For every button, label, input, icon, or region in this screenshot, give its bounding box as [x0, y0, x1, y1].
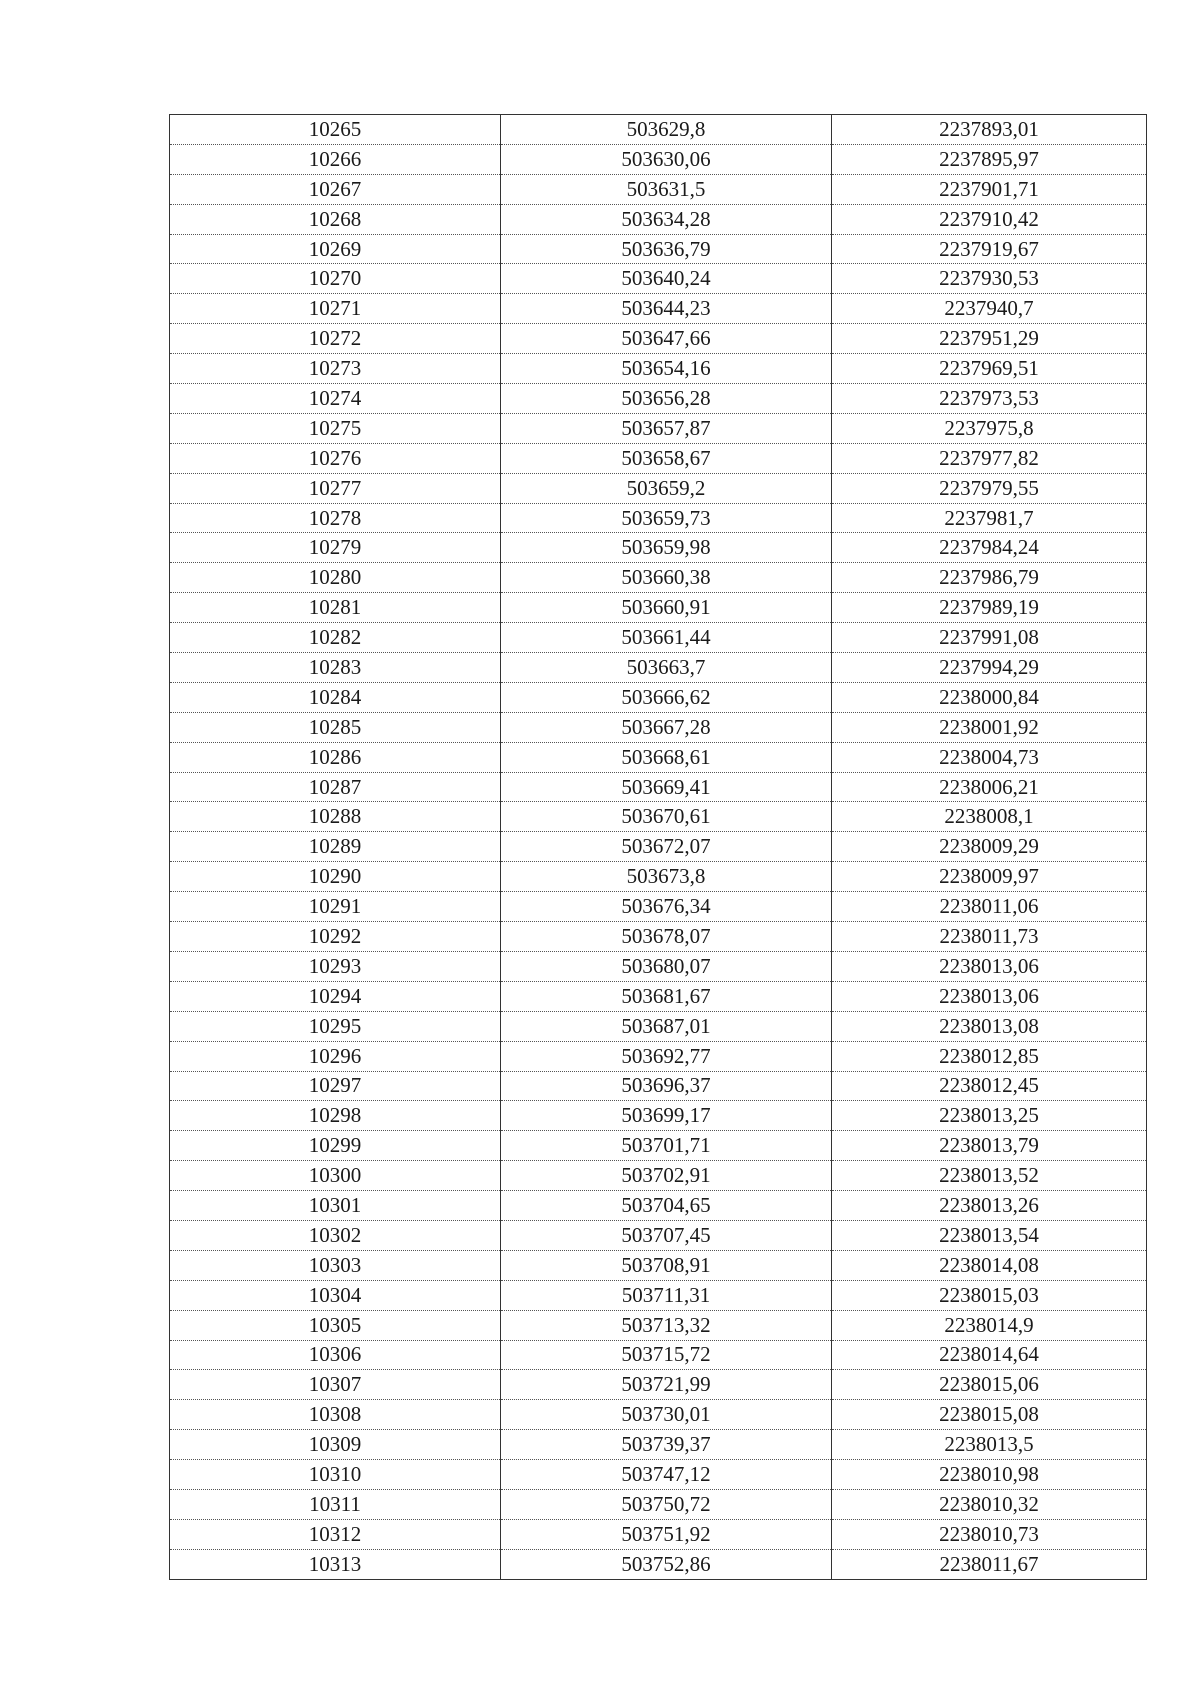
table-row	[170, 473, 1147, 503]
point-number-cell: 10308	[170, 1400, 501, 1430]
x-coordinate-cell: 503640,24	[501, 264, 832, 294]
y-coordinate-cell: 2238012,85	[832, 1041, 1147, 1071]
y-coordinate-cell: 2238011,67	[832, 1549, 1147, 1579]
x-coordinate-cell: 503656,28	[501, 384, 832, 414]
y-coordinate-cell: 2238013,08	[832, 1011, 1147, 1041]
table-row	[170, 1011, 1147, 1041]
table-row	[170, 1400, 1147, 1430]
x-coordinate-cell: 503644,23	[501, 294, 832, 324]
x-coordinate-cell: 503654,16	[501, 354, 832, 384]
x-coordinate-cell: 503666,62	[501, 682, 832, 712]
x-coordinate-cell: 503681,67	[501, 981, 832, 1011]
table-row	[170, 294, 1147, 324]
table-row	[170, 1220, 1147, 1250]
y-coordinate-cell: 2237940,7	[832, 294, 1147, 324]
y-coordinate-cell: 2238004,73	[832, 742, 1147, 772]
x-coordinate-cell: 503667,28	[501, 712, 832, 742]
table-row	[170, 1489, 1147, 1519]
point-number-cell: 10274	[170, 384, 501, 414]
y-coordinate-cell: 2238014,9	[832, 1310, 1147, 1340]
point-number-cell: 10293	[170, 951, 501, 981]
table-row	[170, 981, 1147, 1011]
point-number-cell: 10267	[170, 174, 501, 204]
table-row	[170, 503, 1147, 533]
y-coordinate-cell: 2237991,08	[832, 623, 1147, 653]
y-coordinate-cell: 2237984,24	[832, 533, 1147, 563]
table-row	[170, 1101, 1147, 1131]
y-coordinate-cell: 2238013,25	[832, 1101, 1147, 1131]
point-number-cell: 10290	[170, 862, 501, 892]
y-coordinate-cell: 2238015,03	[832, 1280, 1147, 1310]
point-number-cell: 10271	[170, 294, 501, 324]
point-number-cell: 10296	[170, 1041, 501, 1071]
table-row	[170, 1430, 1147, 1460]
table-row	[170, 1250, 1147, 1280]
coordinates-table	[169, 114, 1147, 1580]
x-coordinate-cell: 503680,07	[501, 951, 832, 981]
y-coordinate-cell: 2238009,29	[832, 832, 1147, 862]
point-number-cell: 10280	[170, 563, 501, 593]
point-number-cell: 10279	[170, 533, 501, 563]
x-coordinate-cell: 503658,67	[501, 443, 832, 473]
point-number-cell: 10270	[170, 264, 501, 294]
x-coordinate-cell: 503687,01	[501, 1011, 832, 1041]
point-number-cell: 10311	[170, 1489, 501, 1519]
table-row	[170, 1041, 1147, 1071]
x-coordinate-cell: 503636,79	[501, 234, 832, 264]
point-number-cell: 10298	[170, 1101, 501, 1131]
point-number-cell: 10285	[170, 712, 501, 742]
x-coordinate-cell: 503659,73	[501, 503, 832, 533]
x-coordinate-cell: 503657,87	[501, 413, 832, 443]
y-coordinate-cell: 2238012,45	[832, 1071, 1147, 1101]
table-row	[170, 593, 1147, 623]
table-row	[170, 1131, 1147, 1161]
table-row	[170, 892, 1147, 922]
point-number-cell: 10294	[170, 981, 501, 1011]
table-row	[170, 623, 1147, 653]
point-number-cell: 10295	[170, 1011, 501, 1041]
x-coordinate-cell: 503660,91	[501, 593, 832, 623]
x-coordinate-cell: 503751,92	[501, 1519, 832, 1549]
point-number-cell: 10278	[170, 503, 501, 533]
x-coordinate-cell: 503663,7	[501, 653, 832, 683]
table-row	[170, 832, 1147, 862]
x-coordinate-cell: 503659,2	[501, 473, 832, 503]
x-coordinate-cell: 503660,38	[501, 563, 832, 593]
y-coordinate-cell: 2238010,98	[832, 1460, 1147, 1490]
y-coordinate-cell: 2238001,92	[832, 712, 1147, 742]
point-number-cell: 10306	[170, 1340, 501, 1370]
x-coordinate-cell: 503647,66	[501, 324, 832, 354]
x-coordinate-cell: 503739,37	[501, 1430, 832, 1460]
point-number-cell: 10273	[170, 354, 501, 384]
x-coordinate-cell: 503659,98	[501, 533, 832, 563]
x-coordinate-cell: 503708,91	[501, 1250, 832, 1280]
x-coordinate-cell: 503673,8	[501, 862, 832, 892]
table-row	[170, 144, 1147, 174]
x-coordinate-cell: 503711,31	[501, 1280, 832, 1310]
x-coordinate-cell: 503669,41	[501, 772, 832, 802]
point-number-cell: 10283	[170, 653, 501, 683]
table-row	[170, 862, 1147, 892]
x-coordinate-cell: 503730,01	[501, 1400, 832, 1430]
x-coordinate-cell: 503668,61	[501, 742, 832, 772]
y-coordinate-cell: 2238008,1	[832, 802, 1147, 832]
point-number-cell: 10300	[170, 1161, 501, 1191]
table-row	[170, 204, 1147, 234]
y-coordinate-cell: 2238013,06	[832, 951, 1147, 981]
coordinates-table-body	[170, 115, 1147, 1580]
table-row	[170, 264, 1147, 294]
x-coordinate-cell: 503702,91	[501, 1161, 832, 1191]
table-row	[170, 1370, 1147, 1400]
y-coordinate-cell: 2237989,19	[832, 593, 1147, 623]
x-coordinate-cell: 503752,86	[501, 1549, 832, 1579]
y-coordinate-cell: 2238013,5	[832, 1430, 1147, 1460]
x-coordinate-cell: 503672,07	[501, 832, 832, 862]
x-coordinate-cell: 503661,44	[501, 623, 832, 653]
point-number-cell: 10281	[170, 593, 501, 623]
point-number-cell: 10286	[170, 742, 501, 772]
x-coordinate-cell: 503747,12	[501, 1460, 832, 1490]
x-coordinate-cell: 503704,65	[501, 1191, 832, 1221]
point-number-cell: 10265	[170, 115, 501, 145]
y-coordinate-cell: 2238013,26	[832, 1191, 1147, 1221]
point-number-cell: 10289	[170, 832, 501, 862]
point-number-cell: 10288	[170, 802, 501, 832]
table-row	[170, 413, 1147, 443]
table-row	[170, 1191, 1147, 1221]
table-row	[170, 174, 1147, 204]
y-coordinate-cell: 2238013,54	[832, 1220, 1147, 1250]
x-coordinate-cell: 503696,37	[501, 1071, 832, 1101]
y-coordinate-cell: 2238010,73	[832, 1519, 1147, 1549]
y-coordinate-cell: 2237910,42	[832, 204, 1147, 234]
y-coordinate-cell: 2237975,8	[832, 413, 1147, 443]
x-coordinate-cell: 503630,06	[501, 144, 832, 174]
point-number-cell: 10284	[170, 682, 501, 712]
y-coordinate-cell: 2238006,21	[832, 772, 1147, 802]
point-number-cell: 10277	[170, 473, 501, 503]
table-row	[170, 1340, 1147, 1370]
point-number-cell: 10292	[170, 922, 501, 952]
point-number-cell: 10313	[170, 1549, 501, 1579]
y-coordinate-cell: 2237977,82	[832, 443, 1147, 473]
table-row	[170, 563, 1147, 593]
y-coordinate-cell: 2237979,55	[832, 473, 1147, 503]
x-coordinate-cell: 503750,72	[501, 1489, 832, 1519]
table-row	[170, 115, 1147, 145]
point-number-cell: 10266	[170, 144, 501, 174]
table-row	[170, 1310, 1147, 1340]
y-coordinate-cell: 2237969,51	[832, 354, 1147, 384]
point-number-cell: 10291	[170, 892, 501, 922]
table-row	[170, 742, 1147, 772]
table-row	[170, 682, 1147, 712]
table-row	[170, 384, 1147, 414]
y-coordinate-cell: 2238013,06	[832, 981, 1147, 1011]
x-coordinate-cell: 503676,34	[501, 892, 832, 922]
table-row	[170, 653, 1147, 683]
y-coordinate-cell: 2238013,52	[832, 1161, 1147, 1191]
point-number-cell: 10297	[170, 1071, 501, 1101]
point-number-cell: 10282	[170, 623, 501, 653]
x-coordinate-cell: 503715,72	[501, 1340, 832, 1370]
y-coordinate-cell: 2237973,53	[832, 384, 1147, 414]
point-number-cell: 10307	[170, 1370, 501, 1400]
y-coordinate-cell: 2238013,79	[832, 1131, 1147, 1161]
x-coordinate-cell: 503721,99	[501, 1370, 832, 1400]
point-number-cell: 10269	[170, 234, 501, 264]
y-coordinate-cell: 2237895,97	[832, 144, 1147, 174]
y-coordinate-cell: 2237919,67	[832, 234, 1147, 264]
y-coordinate-cell: 2238015,06	[832, 1370, 1147, 1400]
y-coordinate-cell: 2238014,64	[832, 1340, 1147, 1370]
point-number-cell: 10312	[170, 1519, 501, 1549]
x-coordinate-cell: 503631,5	[501, 174, 832, 204]
table-row	[170, 354, 1147, 384]
x-coordinate-cell: 503713,32	[501, 1310, 832, 1340]
point-number-cell: 10303	[170, 1250, 501, 1280]
table-row	[170, 802, 1147, 832]
y-coordinate-cell: 2237930,53	[832, 264, 1147, 294]
x-coordinate-cell: 503692,77	[501, 1041, 832, 1071]
y-coordinate-cell: 2238000,84	[832, 682, 1147, 712]
point-number-cell: 10310	[170, 1460, 501, 1490]
x-coordinate-cell: 503701,71	[501, 1131, 832, 1161]
table-row	[170, 1549, 1147, 1579]
x-coordinate-cell: 503670,61	[501, 802, 832, 832]
point-number-cell: 10272	[170, 324, 501, 354]
table-row	[170, 1161, 1147, 1191]
table-row	[170, 1280, 1147, 1310]
table-row	[170, 772, 1147, 802]
point-number-cell: 10275	[170, 413, 501, 443]
table-row	[170, 324, 1147, 354]
point-number-cell: 10299	[170, 1131, 501, 1161]
table-row	[170, 533, 1147, 563]
point-number-cell: 10301	[170, 1191, 501, 1221]
y-coordinate-cell: 2238014,08	[832, 1250, 1147, 1280]
table-row	[170, 1519, 1147, 1549]
table-row	[170, 922, 1147, 952]
y-coordinate-cell: 2237994,29	[832, 653, 1147, 683]
table-row	[170, 1071, 1147, 1101]
table-row	[170, 443, 1147, 473]
y-coordinate-cell: 2237951,29	[832, 324, 1147, 354]
point-number-cell: 10268	[170, 204, 501, 234]
table-row	[170, 1460, 1147, 1490]
y-coordinate-cell: 2238009,97	[832, 862, 1147, 892]
x-coordinate-cell: 503678,07	[501, 922, 832, 952]
y-coordinate-cell: 2237981,7	[832, 503, 1147, 533]
y-coordinate-cell: 2238010,32	[832, 1489, 1147, 1519]
x-coordinate-cell: 503699,17	[501, 1101, 832, 1131]
y-coordinate-cell: 2237901,71	[832, 174, 1147, 204]
table-row	[170, 234, 1147, 264]
point-number-cell: 10309	[170, 1430, 501, 1460]
y-coordinate-cell: 2237893,01	[832, 115, 1147, 145]
x-coordinate-cell: 503629,8	[501, 115, 832, 145]
point-number-cell: 10302	[170, 1220, 501, 1250]
point-number-cell: 10304	[170, 1280, 501, 1310]
point-number-cell: 10276	[170, 443, 501, 473]
y-coordinate-cell: 2237986,79	[832, 563, 1147, 593]
table-row	[170, 951, 1147, 981]
y-coordinate-cell: 2238011,06	[832, 892, 1147, 922]
x-coordinate-cell: 503707,45	[501, 1220, 832, 1250]
point-number-cell: 10287	[170, 772, 501, 802]
point-number-cell: 10305	[170, 1310, 501, 1340]
x-coordinate-cell: 503634,28	[501, 204, 832, 234]
y-coordinate-cell: 2238015,08	[832, 1400, 1147, 1430]
table-row	[170, 712, 1147, 742]
y-coordinate-cell: 2238011,73	[832, 922, 1147, 952]
